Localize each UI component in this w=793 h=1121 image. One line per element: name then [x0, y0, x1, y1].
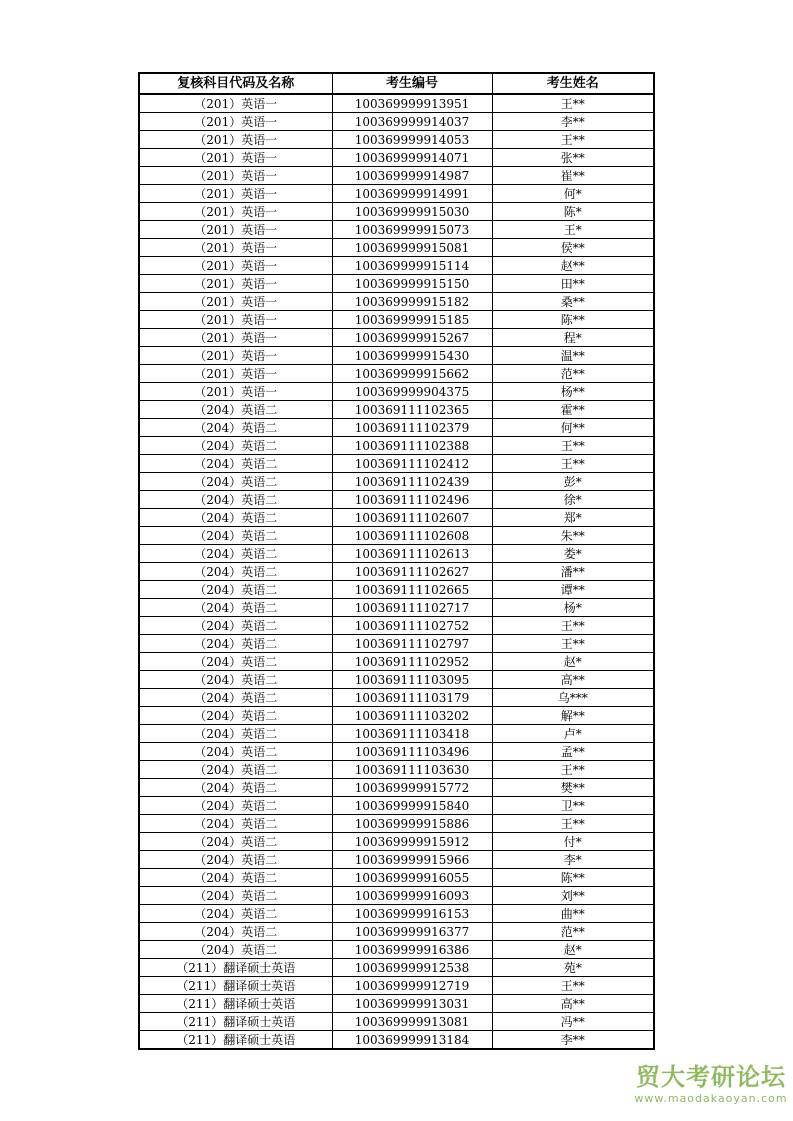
table-row [139, 509, 654, 527]
cell-subject: （204）英语二 [139, 941, 332, 959]
cell-name: 侯** [492, 239, 654, 257]
table-row [139, 455, 654, 473]
watermark-url: www.maodakaoyan.com [634, 1092, 788, 1105]
cell-subject: （201）英语一 [139, 293, 332, 311]
cell-name: 王** [492, 94, 654, 113]
watermark-title: 贸大考研论坛 [636, 1063, 786, 1091]
table-row [139, 617, 654, 635]
cell-subject: （201）英语一 [139, 329, 332, 347]
cell-name: 谭** [492, 581, 654, 599]
cell-exam-id: 100369111102613 [332, 545, 492, 563]
cell-subject: （201）英语一 [139, 239, 332, 257]
cell-subject: （204）英语二 [139, 815, 332, 833]
table-row [139, 869, 654, 887]
cell-exam-id: 100369111103179 [332, 689, 492, 707]
cell-name: 高** [492, 995, 654, 1013]
cell-name: 何* [492, 185, 654, 203]
cell-exam-id: 100369111102607 [332, 509, 492, 527]
cell-name: 徐* [492, 491, 654, 509]
cell-subject: （204）英语二 [139, 833, 332, 851]
cell-exam-id: 100369111102412 [332, 455, 492, 473]
table-row [139, 923, 654, 941]
cell-subject: （204）英语二 [139, 401, 332, 419]
table-row [139, 491, 654, 509]
table-row [139, 437, 654, 455]
cell-subject: （204）英语二 [139, 851, 332, 869]
cell-name: 乌*** [492, 689, 654, 707]
table-body [139, 94, 654, 1049]
cell-name: 曲** [492, 905, 654, 923]
header-row [139, 73, 654, 94]
table-row [139, 797, 654, 815]
cell-name: 彭* [492, 473, 654, 491]
header-subject: 复核科目代码及名称 [139, 73, 332, 94]
table-row [139, 599, 654, 617]
cell-subject: （204）英语二 [139, 419, 332, 437]
cell-name: 范** [492, 923, 654, 941]
cell-subject: （211）翻译硕士英语 [139, 1013, 332, 1031]
cell-subject: （204）英语二 [139, 779, 332, 797]
table-row [139, 653, 654, 671]
cell-name: 冯** [492, 1013, 654, 1031]
cell-exam-id: 100369111103095 [332, 671, 492, 689]
cell-subject: （211）翻译硕士英语 [139, 959, 332, 977]
cell-subject: （204）英语二 [139, 455, 332, 473]
cell-name: 孟** [492, 743, 654, 761]
cell-name: 崔** [492, 167, 654, 185]
table-row [139, 671, 654, 689]
cell-exam-id: 100369111102608 [332, 527, 492, 545]
table-row [139, 995, 654, 1013]
table-row [139, 347, 654, 365]
cell-name: 程* [492, 329, 654, 347]
table-row [139, 131, 654, 149]
table-row [139, 545, 654, 563]
table-row [139, 1013, 654, 1031]
cell-exam-id: 100369999913081 [332, 1013, 492, 1031]
cell-exam-id: 100369999914037 [332, 113, 492, 131]
cell-exam-id: 100369999912719 [332, 977, 492, 995]
cell-name: 张** [492, 149, 654, 167]
cell-name: 田** [492, 275, 654, 293]
cell-name: 王** [492, 635, 654, 653]
cell-exam-id: 100369999916055 [332, 869, 492, 887]
cell-subject: （201）英语一 [139, 365, 332, 383]
cell-name: 卫** [492, 797, 654, 815]
cell-subject: （204）英语二 [139, 653, 332, 671]
cell-name: 桑** [492, 293, 654, 311]
table-row [139, 779, 654, 797]
cell-exam-id: 100369999915912 [332, 833, 492, 851]
table-row [139, 527, 654, 545]
cell-name: 卢* [492, 725, 654, 743]
cell-exam-id: 100369111102496 [332, 491, 492, 509]
cell-exam-id: 100369111102388 [332, 437, 492, 455]
table-row [139, 1031, 654, 1050]
table-row [139, 959, 654, 977]
cell-exam-id: 100369999915081 [332, 239, 492, 257]
cell-name: 付* [492, 833, 654, 851]
cell-name: 陈** [492, 311, 654, 329]
cell-subject: （201）英语一 [139, 311, 332, 329]
table-row [139, 473, 654, 491]
table-row [139, 977, 654, 995]
cell-exam-id: 100369999916386 [332, 941, 492, 959]
cell-subject: （204）英语二 [139, 671, 332, 689]
cell-exam-id: 100369999915966 [332, 851, 492, 869]
table-row [139, 707, 654, 725]
cell-name: 李** [492, 1031, 654, 1050]
cell-name: 娄* [492, 545, 654, 563]
cell-exam-id: 100369999915662 [332, 365, 492, 383]
table-row [139, 311, 654, 329]
cell-subject: （201）英语一 [139, 94, 332, 113]
cell-exam-id: 100369999916093 [332, 887, 492, 905]
cell-name: 杨** [492, 383, 654, 401]
cell-subject: （204）英语二 [139, 491, 332, 509]
watermark-logo [632, 1062, 790, 1105]
cell-name: 高** [492, 671, 654, 689]
cell-exam-id: 100369111102797 [332, 635, 492, 653]
cell-name: 王** [492, 761, 654, 779]
cell-exam-id: 100369999904375 [332, 383, 492, 401]
cell-name: 朱** [492, 527, 654, 545]
header-exam-id: 考生编号 [332, 73, 492, 94]
cell-name: 霍** [492, 401, 654, 419]
cell-exam-id: 100369999915840 [332, 797, 492, 815]
cell-exam-id: 100369999913031 [332, 995, 492, 1013]
cell-subject: （204）英语二 [139, 527, 332, 545]
cell-exam-id: 100369999916153 [332, 905, 492, 923]
table-row [139, 851, 654, 869]
table-row [139, 167, 654, 185]
table-row [139, 293, 654, 311]
table-row [139, 383, 654, 401]
table-row [139, 113, 654, 131]
cell-exam-id: 100369999914991 [332, 185, 492, 203]
cell-subject: （201）英语一 [139, 185, 332, 203]
cell-exam-id: 100369999916377 [332, 923, 492, 941]
cell-subject: （211）翻译硕士英语 [139, 995, 332, 1013]
cell-exam-id: 100369999914071 [332, 149, 492, 167]
cell-name: 王** [492, 815, 654, 833]
cell-name: 郑* [492, 509, 654, 527]
cell-subject: （204）英语二 [139, 473, 332, 491]
cell-exam-id: 100369111102379 [332, 419, 492, 437]
cell-name: 陈* [492, 203, 654, 221]
table-row [139, 221, 654, 239]
cell-subject: （204）英语二 [139, 689, 332, 707]
cell-exam-id: 100369111102439 [332, 473, 492, 491]
cell-exam-id: 100369999912538 [332, 959, 492, 977]
table-row [139, 563, 654, 581]
cell-exam-id: 100369111102752 [332, 617, 492, 635]
cell-subject: （201）英语一 [139, 383, 332, 401]
cell-subject: （204）英语二 [139, 563, 332, 581]
cell-name: 王** [492, 131, 654, 149]
cell-exam-id: 100369999915430 [332, 347, 492, 365]
cell-subject: （201）英语一 [139, 347, 332, 365]
cell-subject: （204）英语二 [139, 617, 332, 635]
cell-exam-id: 100369999915114 [332, 257, 492, 275]
table-row [139, 419, 654, 437]
table-row [139, 833, 654, 851]
cell-exam-id: 100369111103630 [332, 761, 492, 779]
table-row [139, 149, 654, 167]
cell-subject: （204）英语二 [139, 869, 332, 887]
cell-name: 刘** [492, 887, 654, 905]
table-row [139, 635, 654, 653]
cell-name: 王** [492, 977, 654, 995]
cell-subject: （201）英语一 [139, 257, 332, 275]
cell-subject: （204）英语二 [139, 923, 332, 941]
cell-subject: （204）英语二 [139, 707, 332, 725]
cell-name: 赵* [492, 941, 654, 959]
cell-subject: （201）英语一 [139, 167, 332, 185]
cell-subject: （204）英语二 [139, 725, 332, 743]
table-row [139, 203, 654, 221]
cell-name: 范** [492, 365, 654, 383]
cell-exam-id: 100369999913184 [332, 1031, 492, 1050]
cell-subject: （204）英语二 [139, 581, 332, 599]
cell-exam-id: 100369111102365 [332, 401, 492, 419]
cell-subject: （204）英语二 [139, 887, 332, 905]
cell-name: 温** [492, 347, 654, 365]
cell-exam-id: 100369999913951 [332, 94, 492, 113]
table-row [139, 365, 654, 383]
cell-name: 赵** [492, 257, 654, 275]
cell-exam-id: 100369111103418 [332, 725, 492, 743]
table-row [139, 257, 654, 275]
cell-subject: （204）英语二 [139, 797, 332, 815]
cell-name: 潘** [492, 563, 654, 581]
cell-name: 何** [492, 419, 654, 437]
cell-exam-id: 100369999915772 [332, 779, 492, 797]
cell-subject: （204）英语二 [139, 545, 332, 563]
cell-name: 王** [492, 437, 654, 455]
table-row [139, 743, 654, 761]
table-row [139, 94, 654, 113]
cell-exam-id: 100369999915030 [332, 203, 492, 221]
cell-name: 解** [492, 707, 654, 725]
cell-subject: （204）英语二 [139, 635, 332, 653]
header-name: 考生姓名 [492, 73, 654, 94]
cell-exam-id: 100369999914053 [332, 131, 492, 149]
cell-subject: （201）英语一 [139, 221, 332, 239]
cell-exam-id: 100369111102627 [332, 563, 492, 581]
cell-subject: （201）英语一 [139, 149, 332, 167]
table-row [139, 185, 654, 203]
cell-name: 陈** [492, 869, 654, 887]
cell-subject: （204）英语二 [139, 437, 332, 455]
cell-name: 王** [492, 455, 654, 473]
table-row [139, 239, 654, 257]
cell-subject: （204）英语二 [139, 761, 332, 779]
cell-name: 王** [492, 617, 654, 635]
table-row [139, 581, 654, 599]
table-row [139, 725, 654, 743]
cell-exam-id: 100369999914987 [332, 167, 492, 185]
cell-name: 苑* [492, 959, 654, 977]
cell-exam-id: 100369111102717 [332, 599, 492, 617]
cell-subject: （201）英语一 [139, 131, 332, 149]
cell-exam-id: 100369999915073 [332, 221, 492, 239]
cell-exam-id: 100369111103496 [332, 743, 492, 761]
table-row [139, 329, 654, 347]
table-row [139, 905, 654, 923]
cell-subject: （211）翻译硕士英语 [139, 1031, 332, 1050]
table-row [139, 887, 654, 905]
table-row [139, 941, 654, 959]
cell-name: 赵* [492, 653, 654, 671]
cell-exam-id: 100369111103202 [332, 707, 492, 725]
table-row [139, 815, 654, 833]
cell-subject: （204）英语二 [139, 905, 332, 923]
cell-exam-id: 100369999915267 [332, 329, 492, 347]
cell-exam-id: 100369999915185 [332, 311, 492, 329]
table-row [139, 401, 654, 419]
cell-subject: （204）英语二 [139, 509, 332, 527]
table-row [139, 275, 654, 293]
cell-name: 杨* [492, 599, 654, 617]
cell-subject: （201）英语一 [139, 203, 332, 221]
cell-name: 樊** [492, 779, 654, 797]
cell-subject: （204）英语二 [139, 599, 332, 617]
table-row [139, 689, 654, 707]
table-row [139, 761, 654, 779]
cell-subject: （204）英语二 [139, 743, 332, 761]
cell-exam-id: 100369999915182 [332, 293, 492, 311]
exam-review-table [138, 72, 655, 1050]
cell-subject: （211）翻译硕士英语 [139, 977, 332, 995]
cell-exam-id: 100369111102665 [332, 581, 492, 599]
cell-subject: （201）英语一 [139, 275, 332, 293]
cell-name: 王* [492, 221, 654, 239]
cell-name: 李** [492, 113, 654, 131]
cell-exam-id: 100369999915150 [332, 275, 492, 293]
cell-name: 李* [492, 851, 654, 869]
cell-subject: （201）英语一 [139, 113, 332, 131]
cell-exam-id: 100369999915886 [332, 815, 492, 833]
cell-exam-id: 100369111102952 [332, 653, 492, 671]
